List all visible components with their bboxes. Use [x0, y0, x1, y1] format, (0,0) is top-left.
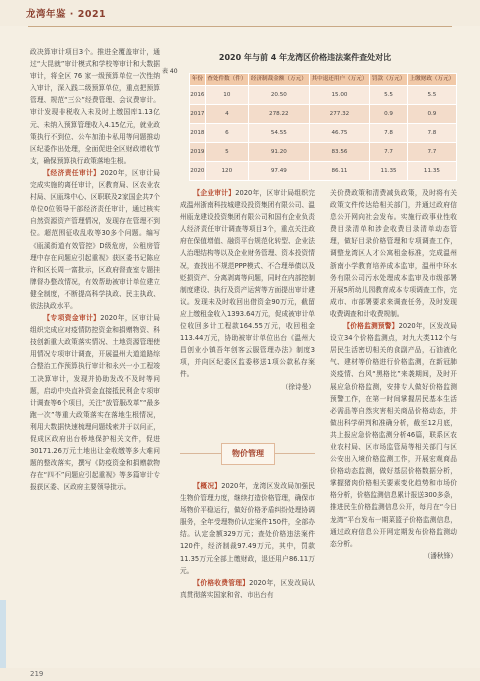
table-cell: 277.32 — [309, 105, 370, 124]
table-cell: 278.22 — [249, 105, 310, 124]
table-cell: 91.20 — [249, 143, 310, 162]
table-cell: 11.35 — [407, 162, 456, 181]
paragraph-text: 2020年，区发改局设立34个价格监测点，对九大类112个与居民生活密切相关的食副产品，石油液化气、建材等价格进行价格监测，在新冠肺炎疫情、台风“黑格比”来袭期间，及时开展应急价格监测，安排专人做好价格监测预警工作，在第一时间掌握居民基本生活必需品等自然灾害相关商品价格动态，并做出科学研判和准确分析，截至12月底，共上报应急价格监测分析46篇，联系区农业农村局、区市场监管局等相关部门与区公安出入境价格监测工作，开展宏观商品价格动态监测，做好基层价格数据分析，掌握猪肉价格相关要素变化趋势和市场价格分析，价格监测信息累计报送300多条，推进民生价格监测信息公开，每月在“今日龙湾”平台发布一期菜篮子价格监测信息，通过政府信息公开网定期发布价格监测动态分析。 — [330, 322, 457, 548]
paragraph-economic-audit — [30, 167, 160, 312]
paragraph-overview — [180, 480, 315, 577]
heading-economic-audit: 【经济责任审计】 — [43, 168, 101, 177]
column-header: 其中退还用户（万元） — [309, 74, 370, 86]
table-cell: 20.50 — [249, 86, 310, 105]
author-signature: （徐诗曼） — [281, 382, 315, 391]
paragraph-text: 2020年，龙湾区发改局加强民生物价管理力度，继续打造价格管理，确保市场物价平稳运行，做好价格矛盾纠纷处理协调服务，全年受理物价认定案件150件，全部办结。认定金额329万元；查处价格违法案件120件，经济制裁97.49万元，其中，罚款11.35万元全部上缴财政，退还用户86.11万元。 — [180, 482, 315, 575]
section-heading-price-management — [180, 430, 315, 478]
table-cell: 11.35 — [370, 162, 408, 181]
column-header: 年份 — [190, 74, 206, 86]
column-header: 查处件数（件） — [205, 74, 248, 86]
table-cell: 120 — [205, 162, 248, 181]
table-row — [190, 124, 457, 143]
table-cell: 2020 — [190, 162, 206, 181]
paragraph: 关价费政策和清费减负政策，及时将有关政策文件传达给相关部门，并通过政府信息公开网向社会发布。实施行政事业性收费目录清单和涉企收费目录清单动态管理，做好目录价格管理和专项调查工作，调整龙湾区人才公寓租金标准，完成温州浙南小学教育培养成本监审，温州中环水务有限公司污水处理成本监审及市级部署开展5所幼儿园教育成本专项调查工作，完成市、市部署要求来调查任务，及时发现收费调查和计收费规制。 — [330, 189, 457, 318]
table-cell: 2019 — [190, 143, 206, 162]
table-cell: 6 — [205, 124, 248, 143]
table-cell: 83.56 — [309, 143, 370, 162]
paragraph-text: 2020年，区发改局认真贯彻落实国家和省、市出台有 — [180, 578, 315, 599]
edge-tab-decoration — [0, 600, 6, 668]
table-cell: 7.7 — [370, 143, 408, 162]
column-header: 经济制裁金额（万元） — [249, 74, 310, 86]
table-cell: 0.9 — [370, 105, 408, 124]
table-cell: 5.5 — [370, 86, 408, 105]
section-title: 物价管理 — [221, 443, 275, 465]
table-cell: 7.8 — [407, 124, 456, 143]
heading-enterprise-audit: 【企业审计】 — [193, 189, 236, 197]
table-header-row — [190, 74, 457, 86]
table-label: 表 40 — [162, 68, 178, 75]
column-right — [330, 187, 457, 562]
paragraph-text: 2020年，区审计局完成实施的离任审计，区教育局、区农业农村局、区瓯珠中心、区职联及2家国企共7个单位0位领导干部经济责任审计，通过核实自然资源资产管理情况，发现存在管理不到位。超范围征收乱收等30多个问题。编写《瓯溪街道有效管控》D级危房，公租房管理中存在问题应引起重视》获区委书记陈应许和区长周一富批示，区政府督查室专题挂牌督办整改情况，有效帮助被审计单位建立健全制度，不断提高科学执政、民主执政、依法执政水平。 — [30, 168, 160, 310]
paragraph-text: 2020年，区审计局组织完成温州浙南科技城建设投资集团有限公司、温州瓯龙建设投资集团有限公司和国有企业负责人经济责任审计调查等项目3个，重点关注政府在保值增值、融资平台规范化转型、企业法人治理结构等以及企业财务管理、资本投资情况，查找出不规范PPP模式、不合理举债以及贬损资产、分离剥离等问题，同时在内部控制制度建设、执行及资产运营等方面提出审计建议。发现未及时收回出借资金90万元，截留应上缴租金收入1393.64万元，促成被审计单位收回多计工程款164.55万元，收回租金113.44万元，协助被审计单位出台《温州大昌创业小镇吾年创客云服管理办法》制度3项，并向区纪委区监委移送1项公款私存案件。 — [180, 189, 315, 379]
column-header: 上缴财政（万元） — [407, 74, 456, 86]
footer-band — [0, 668, 480, 681]
paragraph: 政决算审计项目3个。推进全覆盖审计，通过“大昆就”审计模式和学校等审计和大数据审计，将全区 76 家一级预算单位一次性纳入审计，深入践二级预算单位，重点把预算管理、规范“三公”经费管理、会议费审计。审计发现非税收入未及时上缴国库1.13亿元、未纳入预算管理收入4.15亿元，就业政策执行不到位、公车加油卡私用等问题推动区纪委作出处理，全面促进全区财政增收节支，确保预算执行政策落地生根。 — [30, 48, 160, 165]
table-cell: 0.9 — [407, 105, 456, 124]
table-cell: 86.11 — [309, 162, 370, 181]
table-cell: 7.7 — [407, 143, 456, 162]
column-header: 罚款（万元） — [370, 74, 408, 86]
heading-price-monitoring: 【价格监测预警】 — [343, 322, 399, 331]
table-cell: 15.00 — [309, 86, 370, 105]
column-middle — [180, 187, 315, 393]
table-cell: 2018 — [190, 124, 206, 143]
table-row — [190, 105, 457, 124]
table-row — [190, 86, 457, 105]
author-signature: （潘秋锋） — [423, 551, 457, 560]
heading-overview: 【概况】 — [193, 482, 222, 490]
table-cell: 54.55 — [249, 124, 310, 143]
table-cell: 4 — [205, 105, 248, 124]
table-cell: 2016 — [190, 86, 206, 105]
table-cell: 46.75 — [309, 124, 370, 143]
price-violation-table — [189, 73, 457, 181]
table-row — [190, 143, 457, 162]
paragraph-price-fee — [180, 577, 315, 601]
paragraph-price-monitoring — [330, 320, 457, 550]
table-title: 2020 年与前 4 年龙湾区价格违法案件查处对比 — [218, 53, 392, 62]
column-middle-lower — [180, 480, 315, 601]
table-cell: 5.5 — [407, 86, 456, 105]
table-cell: 5 — [205, 143, 248, 162]
paragraph-enterprise-audit — [180, 187, 315, 381]
page-number: 219 — [30, 670, 44, 678]
table-cell: 10 — [205, 86, 248, 105]
table-cell: 97.49 — [249, 162, 310, 181]
table-row — [190, 162, 457, 181]
paragraph-text: 2020年，区审计局组织完成应对疫情防控资金和捐赠物资、科技创新重大政策落实情况、土地资源管理使用情况专项审计调查，开展温州大道道路综合整治工作预算执行审计和永兴一小工程竣工决算审计，发现并协助发改不及时等问题，启动中央直补资金直接抵民利企专项审计调查等6个项目，关注“放管服改革”“最多跑一次”等重大政策落实在落地生根情况，利用大数据快速梳理问题线索并于以问正，促成区政府出台桥地保护相关文件，促进30171.26万元土地出让金收缴等多大难问题的整改落实，撰写《防疫资金和捐赠款物存在“四不”问题应引起重视》等多篇审计专报获区委、区政府主要领导批示。 — [30, 314, 160, 492]
running-header-title: 龙湾年鉴 · 2021 — [26, 9, 107, 20]
table-cell: 2017 — [190, 105, 206, 124]
heading-price-fee: 【价格收费管理】 — [193, 578, 250, 587]
column-left — [30, 46, 160, 493]
header-divider — [28, 26, 452, 27]
table-cell: 7.8 — [370, 124, 408, 143]
paragraph-special-fund-audit — [30, 312, 160, 493]
heading-special-fund-audit: 【专项资金审计】 — [43, 314, 101, 323]
